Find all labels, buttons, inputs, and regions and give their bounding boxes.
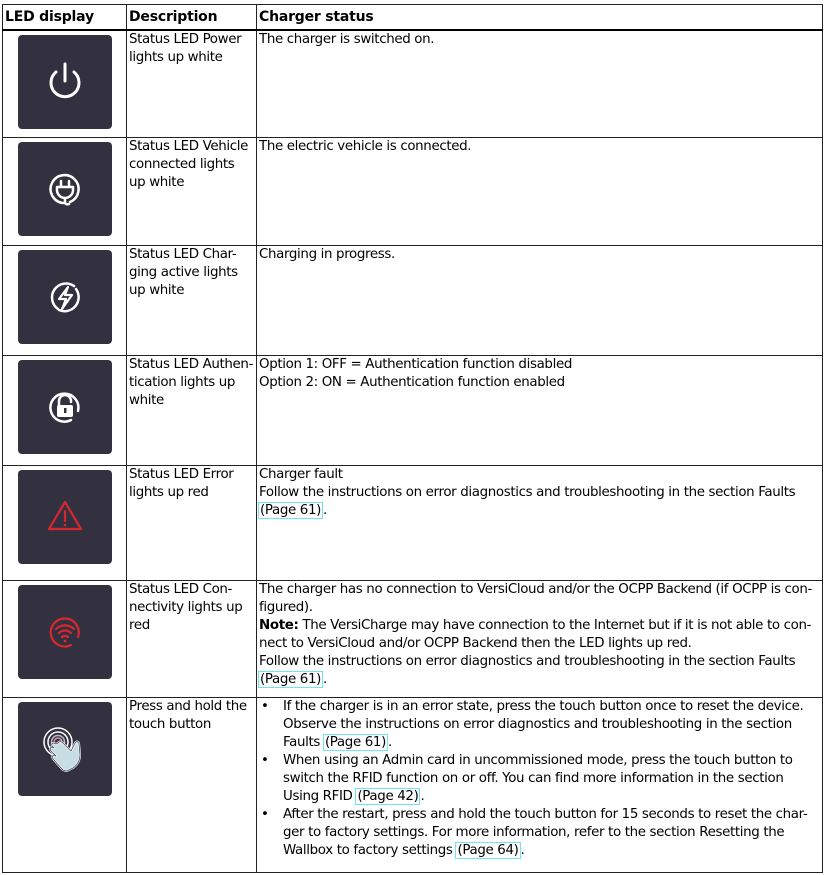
status-text: The charger is switched on. (259, 32, 435, 47)
period: . (323, 672, 327, 687)
led-display-cell (3, 30, 127, 138)
touch-hand-icon (37, 721, 93, 777)
led-icon-tile (18, 702, 112, 796)
status-cell (257, 246, 823, 356)
description-cell: Status LED Vehicle connected lights up white (127, 138, 257, 246)
list-item (259, 698, 820, 752)
led-icon-tile (18, 585, 112, 679)
status-text: The electric vehicle is connected. (259, 139, 472, 154)
led-display-cell (3, 698, 127, 873)
list-item (259, 806, 820, 860)
led-icon-tile (18, 35, 112, 129)
led-icon-tile (18, 470, 112, 564)
page-61-link[interactable]: (Page 61) (260, 503, 322, 518)
led-display-cell (3, 581, 127, 698)
description-cell: Press and hold the touch button (127, 698, 257, 873)
power-icon (37, 54, 93, 110)
header-led-display: LED display (3, 5, 127, 31)
page-61-link[interactable]: (Page 61) (260, 672, 322, 687)
plug-icon (37, 161, 93, 217)
led-icon-tile (18, 360, 112, 454)
table-row (3, 138, 823, 246)
table-row (3, 581, 823, 698)
led-display-cell (3, 246, 127, 356)
period: . (387, 735, 392, 750)
table-header-row (3, 5, 823, 31)
header-description: Description (127, 5, 257, 31)
warning-icon (37, 489, 93, 545)
led-status-table (2, 4, 823, 873)
status-option-2: Option 2: ON = Authentication function enabled (259, 375, 565, 390)
status-text: The charger has no connection to VersiCloud and/or the OCPP Backend (if OCPP is con-figured). (259, 582, 812, 615)
period: . (420, 789, 425, 804)
instructions-text: Follow the instructions on error diagnostics and troubleshooting in the section Faults (259, 654, 796, 669)
note-label: Note: (259, 618, 299, 633)
table-row (3, 698, 823, 873)
status-note (259, 617, 820, 653)
led-icon-tile (18, 250, 112, 344)
description-cell: Status LED Con-nectivity lights up red (127, 581, 257, 698)
page-61-link[interactable]: (Page 61) (324, 735, 386, 750)
period: . (520, 843, 525, 858)
wifi-icon (37, 604, 93, 660)
instruction-list (259, 698, 820, 860)
status-instructions: Follow the instructions on error diagnostics and troubleshooting in the section Faults (259, 485, 796, 500)
status-cell (257, 698, 823, 873)
status-text: Charging in progress. (259, 247, 395, 262)
led-display-cell (3, 138, 127, 246)
header-charger-status: Charger status (257, 5, 823, 31)
period: . (323, 503, 327, 518)
page-64-link[interactable]: (Page 64) (457, 843, 519, 858)
description-cell: Status LED Char-ging active lights up white (127, 246, 257, 356)
lightning-icon (37, 269, 93, 325)
table-row (3, 356, 823, 466)
table-row (3, 30, 823, 138)
led-icon-tile (18, 142, 112, 236)
status-cell (257, 466, 823, 581)
list-item-text: When using an Admin card in uncommissioned mode, press the touch button to switch the RFID function on or off. You can find more information in the section Using RFID (283, 753, 793, 804)
status-option-1: Option 1: OFF = Authentication function disabled (259, 357, 572, 372)
led-display-cell (3, 466, 127, 581)
status-title: Charger fault (259, 467, 343, 482)
status-text (259, 484, 820, 520)
list-item (259, 752, 820, 806)
list-item-text: After the restart, press and hold the touch button for 15 seconds to reset the char-ger to factory settings. For more information, refer to the section Resetting the Wallbox to factory settings (283, 807, 808, 858)
status-cell (257, 138, 823, 246)
table-row (3, 246, 823, 356)
description-cell: Status LED Error lights up red (127, 466, 257, 581)
note-text: The VersiCharge may have connection to the Internet but if it is not able to con-nect to VersiCloud and/or OCPP Backend then the LED lights up red. (259, 618, 812, 651)
table-row (3, 466, 823, 581)
status-cell (257, 581, 823, 698)
list-item-text: If the charger is in an error state, press the touch button once to reset the device. Observe the instructions on error diagnostics and troubleshooting in the section Faults (283, 699, 804, 750)
status-cell (257, 30, 823, 138)
description-cell: Status LED Power lights up white (127, 30, 257, 138)
status-instructions (259, 653, 820, 689)
description-cell: Status LED Authen-tication lights up white (127, 356, 257, 466)
status-cell (257, 356, 823, 466)
lock-icon (37, 379, 93, 435)
page-42-link[interactable]: (Page 42) (357, 789, 419, 804)
led-display-cell (3, 356, 127, 466)
